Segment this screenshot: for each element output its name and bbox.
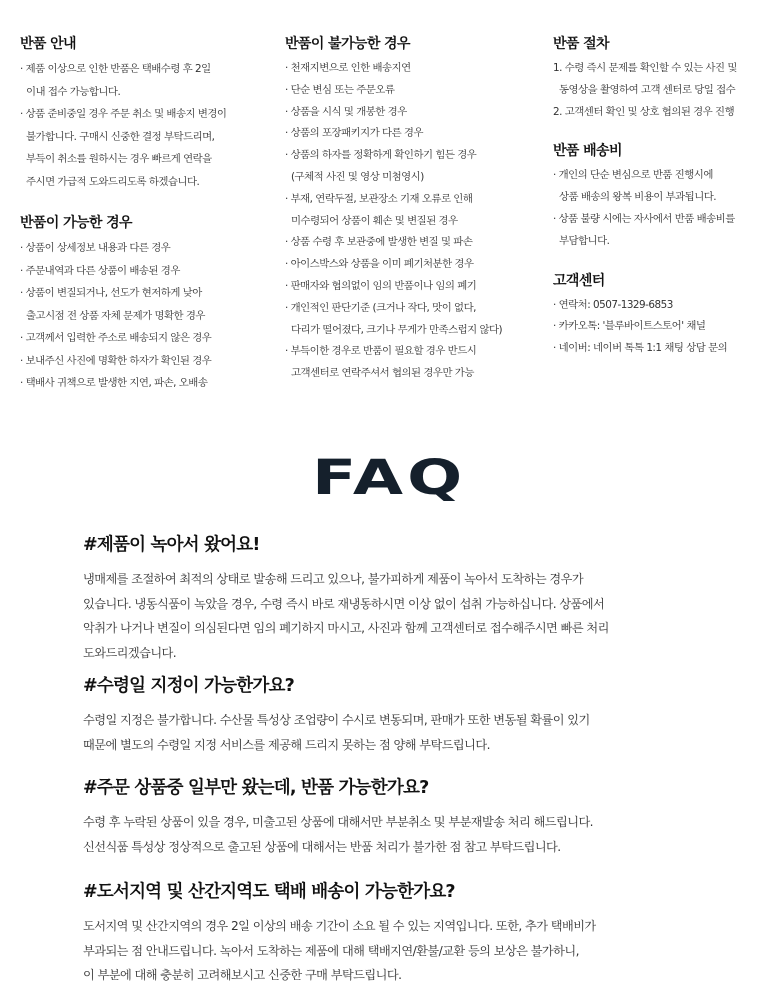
faq-heading <box>0 448 779 508</box>
answer-line: 냉매제를 조절하여 최적의 상태로 발송해 드리고 있으나, 불가피하게 제품이 녹아서 도착하는 경우가 <box>83 572 584 586</box>
faq-item <box>83 878 773 988</box>
answer-line: 도서지역 및 산간지역의 경우 2일 이상의 배송 기간이 소요 될 수 있는 지역입니다. 또한, 추가 택배비가 <box>83 919 596 933</box>
customer-center-title: 고객센터 <box>553 272 605 289</box>
return-shipping-title: 반품 배송비 <box>553 143 622 160</box>
list-item: · 아이스박스와 상품을 이미 폐기처분한 경우 <box>285 258 474 271</box>
list-item: · 택배사 귀책으로 발생한 지연, 파손, 오배송 <box>20 377 208 389</box>
answer-line: 신선식품 특성상 정상적으로 출고된 상품에 대해서는 반품 처리가 불가한 점 참고 부탁드립니다. <box>83 839 561 854</box>
faq-answer <box>83 708 773 757</box>
list-item: · 고객께서 입력한 주소로 배송되지 않은 경우 <box>20 332 212 344</box>
list-item: · 상품의 하자를 정확하게 확인하기 힘든 경우 <box>285 149 477 162</box>
list-item: · 제품 이상으로 인한 반품은 택배수령 후 2일 <box>20 63 211 75</box>
not-returnable-list <box>285 58 540 385</box>
right-column <box>553 30 775 360</box>
list-item: 출고시점 전 상품 자체 문제가 명확한 경우 <box>26 309 205 322</box>
list-item: (구체적 사진 및 영상 미첨영시) <box>291 170 424 183</box>
list-item: · 부득이한 경우로 반품이 필요할 경우 반드시 <box>285 345 477 358</box>
list-item: · 단순 변심 또는 주문오류 <box>285 83 395 96</box>
faq-question: #제품이 녹아서 왔어요! <box>83 535 260 555</box>
list-item: 1. 수령 즉시 문제를 확인할 수 있는 사진 및 <box>553 62 737 74</box>
answer-line: 수령일 지정은 불가합니다. 수산물 특성상 조업량이 수시로 변동되며, 판매가 또한 변동될 확률이 있기 <box>83 713 590 727</box>
list-item: 미수령되어 상품이 훼손 및 변질된 경우 <box>291 214 458 227</box>
faq-item <box>83 531 773 665</box>
list-item: · 주문내역과 다른 상품이 배송된 경우 <box>20 264 180 277</box>
answer-line: 도와드리겠습니다. <box>83 645 177 660</box>
list-item: · 상품이 변질되거나, 선도가 현저하게 낮아 <box>20 287 202 299</box>
list-item: · 개인의 단순 변심으로 반품 진행시에 <box>553 169 713 182</box>
list-item: · 부재, 연락두절, 보관장소 기재 오류로 인해 <box>285 192 473 205</box>
faq-question: #주문 상품중 일부만 왔는데, 반품 가능한가요? <box>83 778 429 798</box>
answer-line: 이 부분에 대해 충분히 고려해보시고 신중한 구매 부탁드립니다. <box>83 968 402 982</box>
list-item: · 네이버: 네이버 톡톡 1:1 채팅 상담 문의 <box>553 342 728 355</box>
faq-item <box>83 774 773 859</box>
return-procedure-title: 반품 절차 <box>553 36 609 52</box>
list-item: · 개인적인 판단기준 (크거나 작다, 맛이 없다, <box>285 301 476 314</box>
list-item: · 연락처: 0507-1329-6853 <box>553 298 673 311</box>
answer-line: 부과되는 점 안내드립니다. 녹아서 도착하는 제품에 대해 택배지연/환불/교환 등의 보상은 불가하니, <box>83 943 579 958</box>
list-item: 동영상을 촬영하여 고객 센터로 당일 접수 <box>559 83 736 96</box>
return-procedure-list <box>553 58 775 123</box>
faq-item <box>83 672 773 757</box>
list-item: 상품 배송의 왕복 비용이 부과됩니다. <box>559 191 717 204</box>
answer-line: 있습니다. 냉동식품이 녹았을 경우, 수령 즉시 바로 재냉동하시면 이상 없이 섭취 가능하십니다. 상품에서 <box>83 596 605 611</box>
returnable-list <box>20 237 265 395</box>
faq-answer <box>83 810 773 859</box>
answer-line: 악취가 나거나 변질이 의심된다면 임의 폐기하지 마시고, 사진과 함께 고객센터로 접수해주시면 빠른 처리 <box>83 621 609 635</box>
return-shipping-list <box>553 165 775 252</box>
list-item: 부담합니다. <box>559 234 610 247</box>
left-column <box>20 30 265 395</box>
list-item: 2. 고객센터 확인 및 상호 협의된 경우 진행 <box>553 105 735 118</box>
list-item: · 상품 불량 시에는 자사에서 반품 배송비를 <box>553 212 735 225</box>
customer-center-list <box>553 295 775 360</box>
list-item: 불가합니다. 구매시 신중한 결정 부탁드리며, <box>26 130 215 143</box>
list-item: 부득이 취소를 원하시는 경우 빠르게 연락을 <box>26 153 212 165</box>
list-item: · 보내주신 사진에 명확한 하자가 확인된 경우 <box>20 354 212 367</box>
list-item: · 상품 수령 후 보관중에 발생한 변질 및 파손 <box>285 236 473 249</box>
list-item: 이내 접수 가능합니다. <box>26 85 121 98</box>
list-item: · 상품을 시식 및 개봉한 경우 <box>285 105 407 118</box>
answer-line: 때문에 별도의 수령일 지정 서비스를 제공해 드리지 못하는 점 양해 부탁드립니다. <box>83 737 490 752</box>
list-item: · 카카오톡: '블루바이트스토어' 채널 <box>553 320 706 333</box>
returnable-title: 반품이 가능한 경우 <box>20 215 132 231</box>
faq-question: #도서지역 및 산간지역도 택배 배송이 가능한가요? <box>83 882 455 902</box>
list-item: · 상품의 포장패키지가 다른 경우 <box>285 127 423 140</box>
faq-question: #수령일 지정이 가능한가요? <box>83 676 294 696</box>
faq-answer <box>83 567 773 665</box>
list-item: 주시면 가급적 도와드리도록 하겠습니다. <box>26 175 200 188</box>
list-item: · 천재지변으로 인한 배송지연 <box>285 62 411 74</box>
list-item: 다리가 떨어졌다, 크기나 무게가 만족스럽지 않다) <box>291 323 503 336</box>
return-guide-list <box>20 58 265 193</box>
list-item: 고객센터로 연락주셔서 협의된 경우만 가능 <box>291 367 474 380</box>
faq-answer <box>83 914 773 988</box>
faq-logo: FAQ <box>312 450 467 506</box>
return-guide-title: 반품 안내 <box>20 36 76 52</box>
middle-column <box>285 30 540 385</box>
list-item: · 상품이 상세정보 내용과 다른 경우 <box>20 242 171 254</box>
list-item: · 판매자와 협의없이 임의 반품이나 임의 폐기 <box>285 279 477 292</box>
answer-line: 수령 후 누락된 상품이 있을 경우, 미출고된 상품에 대해서만 부분취소 및 부분재발송 처리 해드립니다. <box>83 815 594 829</box>
not-returnable-title: 반품이 불가능한 경우 <box>285 36 410 52</box>
list-item: · 상품 준비중일 경우 주문 취소 및 배송지 변경이 <box>20 108 227 120</box>
